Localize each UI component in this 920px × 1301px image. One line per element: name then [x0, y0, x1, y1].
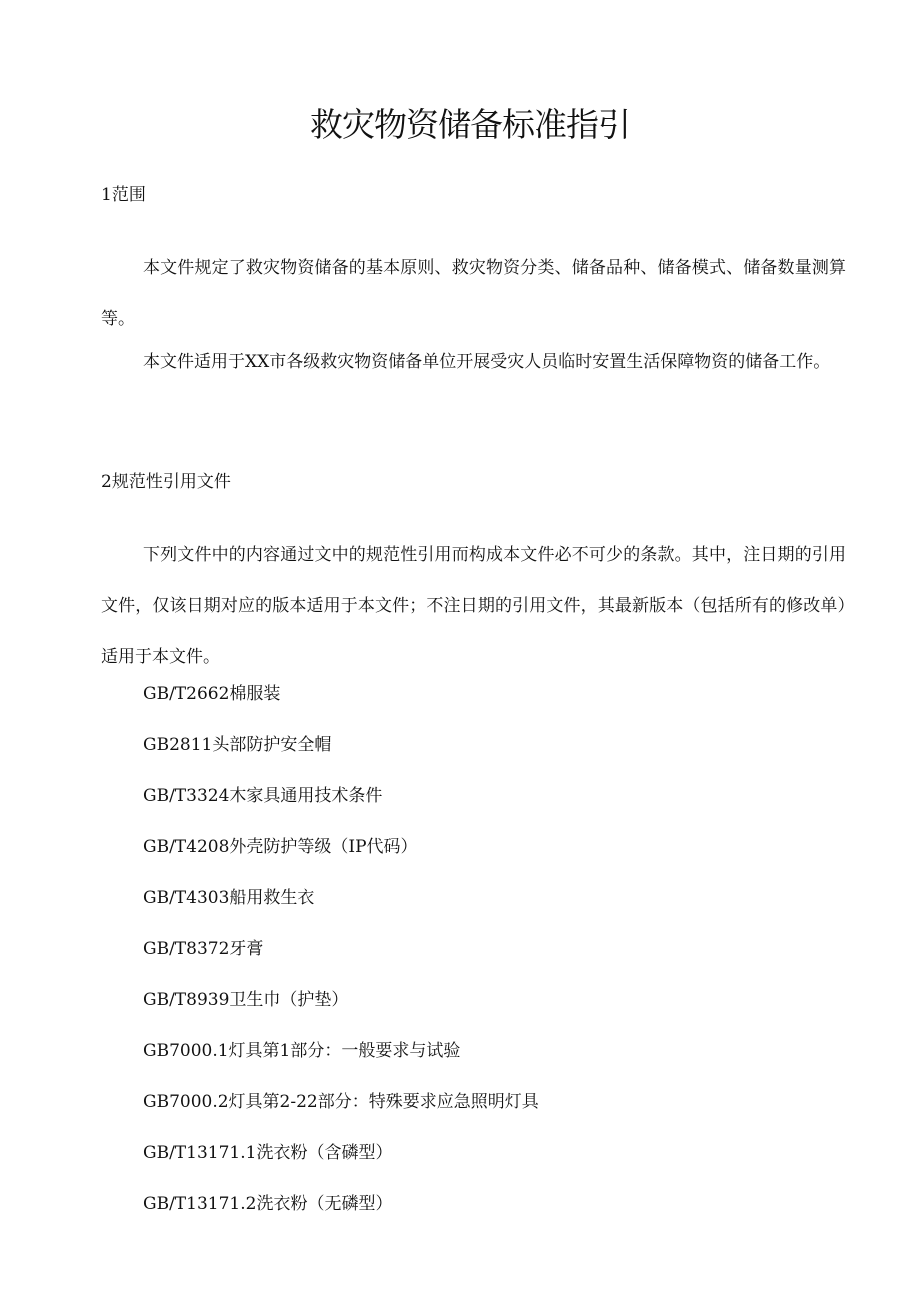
document-title: 救灾物资储备标准指引	[310, 105, 630, 144]
reference-item: GB/T13171.2洗衣粉（无磷型）	[143, 1194, 393, 1214]
reference-item: GB/T4303船用救生衣	[143, 888, 315, 908]
reference-item: GB/T2662棉服装	[143, 684, 281, 704]
paragraph-scope-1: 本文件规定了救灾物资储备的基本原则、救灾物资分类、储备品种、储备模式、储备数量测算等。	[101, 258, 846, 329]
paragraph-references-intro: 下列文件中的内容通过文中的规范性引用而构成本文件必不可少的条款。其中，注日期的引用文件，仅该日期对应的版本适用于本文件；不注日期的引用文件，其最新版本（包括所有的修改单）适用于本文件。	[101, 545, 846, 667]
reference-item: GB7000.1灯具第1部分：一般要求与试验	[143, 1041, 461, 1061]
section-heading-scope: 1范围	[101, 185, 146, 205]
reference-item: GB2811头部防护安全帽	[143, 735, 332, 755]
paragraph-scope-2: 本文件适用于XX市各级救灾物资储备单位开展受灾人员临时安置生活保障物资的储备工作。	[143, 352, 831, 372]
reference-item: GB/T13171.1洗衣粉（含磷型）	[143, 1143, 393, 1163]
reference-item: GB/T3324木家具通用技术条件	[143, 786, 383, 806]
reference-list	[143, 682, 539, 1243]
reference-item: GB/T8372牙膏	[143, 939, 264, 959]
reference-item: GB/T4208外壳防护等级（IP代码）	[143, 837, 418, 857]
reference-item: GB/T8939卫生巾（护垫）	[143, 990, 349, 1010]
reference-item: GB7000.2灯具第2-22部分：特殊要求应急照明灯具	[143, 1092, 539, 1112]
section-heading-normative-references: 2规范性引用文件	[101, 472, 231, 492]
